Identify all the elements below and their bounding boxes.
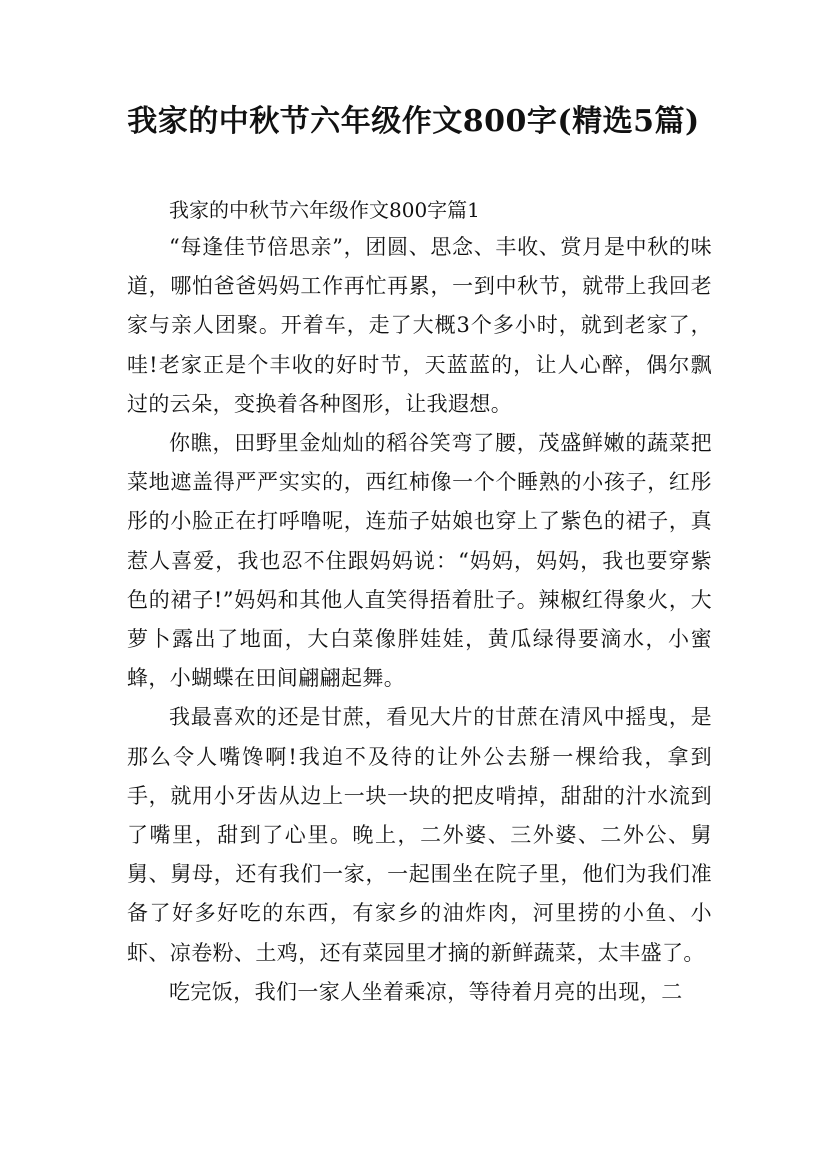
paragraph-2: 你瞧，田野里金灿灿的稻谷笑弯了腰，茂盛鲜嫩的蔬菜把菜地遮盖得严严实实的，西红柿像一个个睡熟的小孩子，红彤彤的小脸正在打呼噜呢，连茄子姑娘也穿上了紫色的裙子，真惹人喜爱，我也忍不住跟妈妈说：“妈妈，妈妈，我也要穿紫色的裙子!”妈妈和其他人直笑得捂着肚子。辣椒红得象火，大萝卜露出了地面，大白菜像胖娃娃，黄瓜绿得要滴水，小蜜蜂，小蝴蝶在田间翩翩起舞。 — [127, 431, 712, 691]
paragraph-3: 我最喜欢的还是甘蔗，看见大片的甘蔗在清风中摇曳，是那么令人嘴馋啊!我迫不及待的让外公去掰一棵给我，拿到手，就用小牙齿从边上一块一块的把皮啃掉，甜甜的汁水流到了嘴里，甜到了心里。晚上，二外婆、三外婆、二外公、舅舅、舅母，还有我们一家，一起围坐在院子里，他们为我们准备了好多好吃的东西，有家乡的油炸肉，河里捞的小鱼、小虾、凉卷粉、土鸡，还有菜园里才摘的新鲜蔬菜，太丰盛了。 — [127, 705, 712, 965]
paragraph-4: 吃完饭，我们一家人坐着乘凉，等待着月亮的出现，二 — [169, 979, 683, 1004]
document-title: 我家的中秋节六年级作文800字(精选5篇) — [127, 104, 700, 139]
section-heading: 我家的中秋节六年级作文800字篇1 — [169, 198, 480, 222]
paragraph-1: “每逢佳节倍思亲”，团圆、思念、丰收、赏月是中秋的味道，哪怕爸爸妈妈工作再忙再累，一到中秋节，就带上我回老家与亲人团聚。开着车，走了大概3个多小时，就到老家了，哇!老家正是个丰收的好时节，天蓝蓝的，让人心醉，偶尔飘过的云朵，变换着各种图形，让我遐想。 — [127, 235, 712, 416]
document-body — [127, 192, 712, 1012]
